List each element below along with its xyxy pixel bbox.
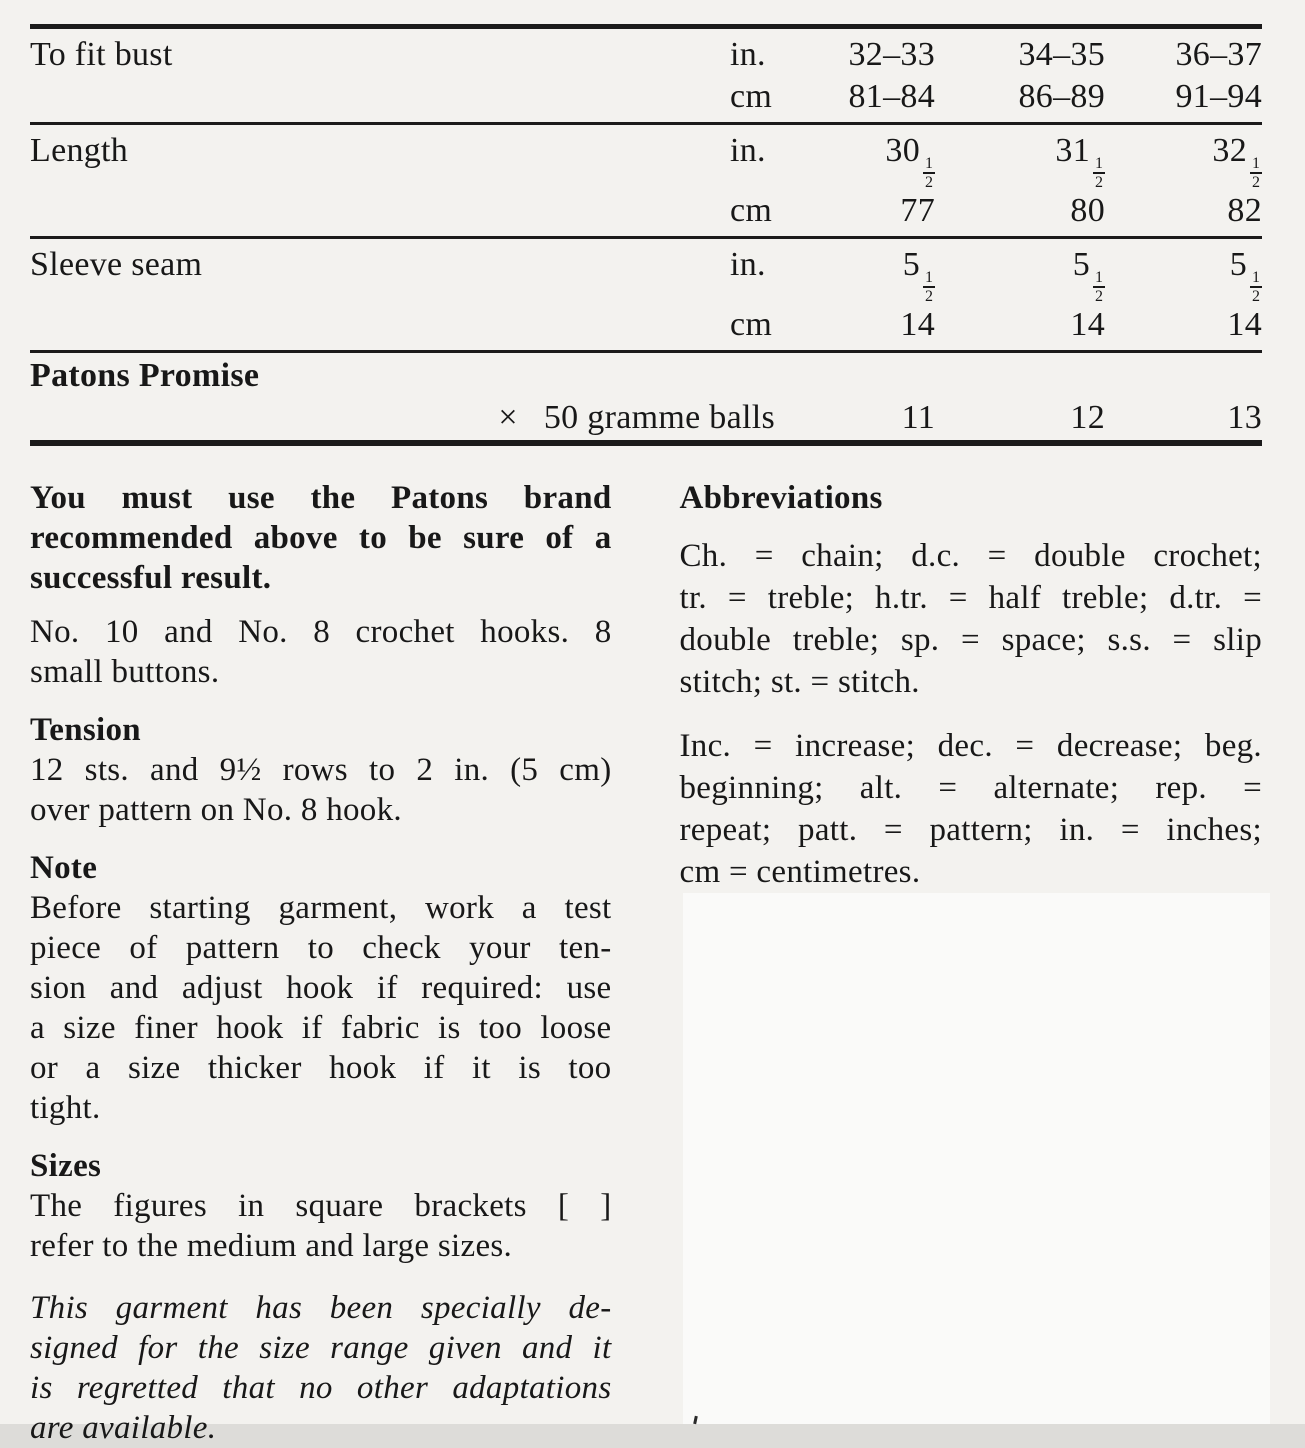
tension-heading: Tension <box>30 712 141 748</box>
text-line: are available. <box>30 1410 217 1446</box>
table-line <box>30 304 1262 346</box>
text-line: beginning; alt. = alternate; rep. = <box>679 770 1262 806</box>
table-cell <box>790 355 935 397</box>
text-line: cm = centimetres. <box>679 854 921 890</box>
unit-cell: cm <box>730 192 773 229</box>
fraction: $\frac{1}{2}$ <box>1095 269 1103 305</box>
table-cell: 86–89 <box>1018 78 1105 115</box>
table-row-sleeve <box>30 239 1262 350</box>
table-line <box>30 355 1262 397</box>
tension-text <box>30 750 612 830</box>
text-line: a size finer hook if fabric is too loose <box>30 1010 612 1046</box>
unit-cell <box>730 355 790 397</box>
note-heading: Note <box>30 850 98 886</box>
table-cell: 36–37 <box>1175 36 1262 73</box>
table-cell: 32–33 <box>848 36 935 73</box>
yarn-quantity-label <box>30 397 790 439</box>
column-gutter <box>612 478 680 1448</box>
text-line: small buttons. <box>30 654 220 690</box>
text-line: 12 sts. and 9½ rows to 2 in. (5 cm) <box>30 752 612 788</box>
unit-cell: in. <box>730 36 766 73</box>
row-label-spacer <box>30 76 730 118</box>
table-cell <box>1105 355 1262 397</box>
table-line <box>30 397 1262 439</box>
left-column <box>30 478 612 1448</box>
brand-warning-text <box>30 478 612 598</box>
text-line: The figures in square brackets [ ] <box>30 1188 612 1224</box>
table-cell: 11 <box>901 399 935 436</box>
table-cell: 91–94 <box>1175 78 1262 115</box>
text-line: You must use the Patons brand <box>30 480 612 516</box>
table-line <box>30 244 1262 304</box>
table-rule-bottom <box>30 440 1262 446</box>
text-line: sion and adjust hook if required: use <box>30 970 612 1006</box>
table-cell: 14 <box>900 306 935 343</box>
design-note-text <box>30 1288 612 1448</box>
text-line: repeat; patt. = pattern; in. = inches; <box>679 812 1262 848</box>
table-line <box>30 34 1262 76</box>
materials-text <box>30 612 612 692</box>
table-cell: 14 <box>1227 306 1262 343</box>
table-cell: 81–84 <box>848 78 935 115</box>
unit-cell: cm <box>730 78 773 115</box>
text-line: Ch. = chain; d.c. = double crochet; <box>679 538 1262 574</box>
text-line: Before starting garment, work a test <box>30 890 612 926</box>
row-label: Sleeve seam <box>30 246 203 283</box>
table-row-yarn <box>30 353 1262 440</box>
table-cell: 30 $\frac{1}{2}$ <box>885 132 933 191</box>
text-line: or a size thicker hook if it is too <box>30 1050 612 1086</box>
text-line: over pattern on No. 8 hook. <box>30 792 402 828</box>
unit-cell: cm <box>730 306 773 343</box>
table-cell: 12 <box>1070 399 1105 436</box>
table-cell: 14 <box>1070 306 1105 343</box>
table-cell: 80 <box>1070 192 1105 229</box>
text-line: tight. <box>30 1090 101 1126</box>
text-line: refer to the medium and large sizes. <box>30 1228 513 1264</box>
table-cell: 34–35 <box>1018 36 1105 73</box>
table-cell: 13 <box>1227 399 1262 436</box>
size-table <box>30 24 1262 446</box>
sizes-text <box>30 1186 612 1266</box>
abbreviations-stitches-text <box>680 535 1263 703</box>
text-line: signed for the size range given and it <box>30 1330 612 1366</box>
table-cell: 5 $\frac{1}{2}$ <box>902 246 933 305</box>
multiply-icon: × <box>498 399 518 436</box>
text-line: No. 10 and No. 8 crochet hooks. 8 <box>30 614 612 650</box>
table-cell: 32 $\frac{1}{2}$ <box>1212 132 1260 191</box>
text-line: is regretted that no other adaptations <box>30 1370 612 1406</box>
table-row-length <box>30 125 1262 236</box>
table-line <box>30 190 1262 232</box>
table-line <box>30 130 1262 190</box>
row-label: To fit bust <box>30 36 173 73</box>
text-line: Inc. = increase; dec. = decrease; beg. <box>679 728 1262 764</box>
body-columns <box>30 478 1262 1448</box>
table-line <box>30 76 1262 118</box>
table-cell: 82 <box>1227 192 1262 229</box>
ball-size-label: 50 gramme balls <box>543 399 775 436</box>
table-cell <box>935 355 1105 397</box>
row-label-spacer <box>30 190 730 232</box>
text-line: This garment has been specially de- <box>30 1290 612 1326</box>
text-line: tr. = treble; h.tr. = half treble; d.tr. = <box>679 580 1262 616</box>
row-label: Length <box>30 132 129 169</box>
fraction: $\frac{1}{2}$ <box>1095 155 1103 191</box>
note-text <box>30 888 612 1128</box>
fraction: $\frac{1}{2}$ <box>925 155 933 191</box>
text-line: double treble; sp. = space; s.s. = slip <box>679 622 1262 658</box>
unit-cell: in. <box>730 132 766 169</box>
yarn-brand-label: Patons Promise <box>30 357 260 394</box>
fraction: $\frac{1}{2}$ <box>1252 269 1260 305</box>
text-line: recommended above to be sure of a <box>30 520 612 556</box>
text-line: stitch; st. = stitch. <box>679 664 920 700</box>
row-label-spacer <box>30 304 730 346</box>
table-cell: 5 $\frac{1}{2}$ <box>1072 246 1103 305</box>
text-line: piece of pattern to check your ten- <box>30 930 612 966</box>
abbreviations-heading: Abbreviations <box>679 480 883 516</box>
unit-cell: in. <box>730 246 766 283</box>
fraction: $\frac{1}{2}$ <box>1252 155 1260 191</box>
text-line: successful result. <box>30 560 272 596</box>
right-column <box>680 478 1263 1448</box>
table-cell: 5 $\frac{1}{2}$ <box>1229 246 1260 305</box>
table-row-bust <box>30 29 1262 122</box>
table-cell: 31 $\frac{1}{2}$ <box>1055 132 1103 191</box>
sizes-heading: Sizes <box>30 1148 102 1184</box>
abbreviations-general-text <box>680 725 1263 893</box>
table-cell: 77 <box>900 192 935 229</box>
fraction: $\frac{1}{2}$ <box>925 269 933 305</box>
